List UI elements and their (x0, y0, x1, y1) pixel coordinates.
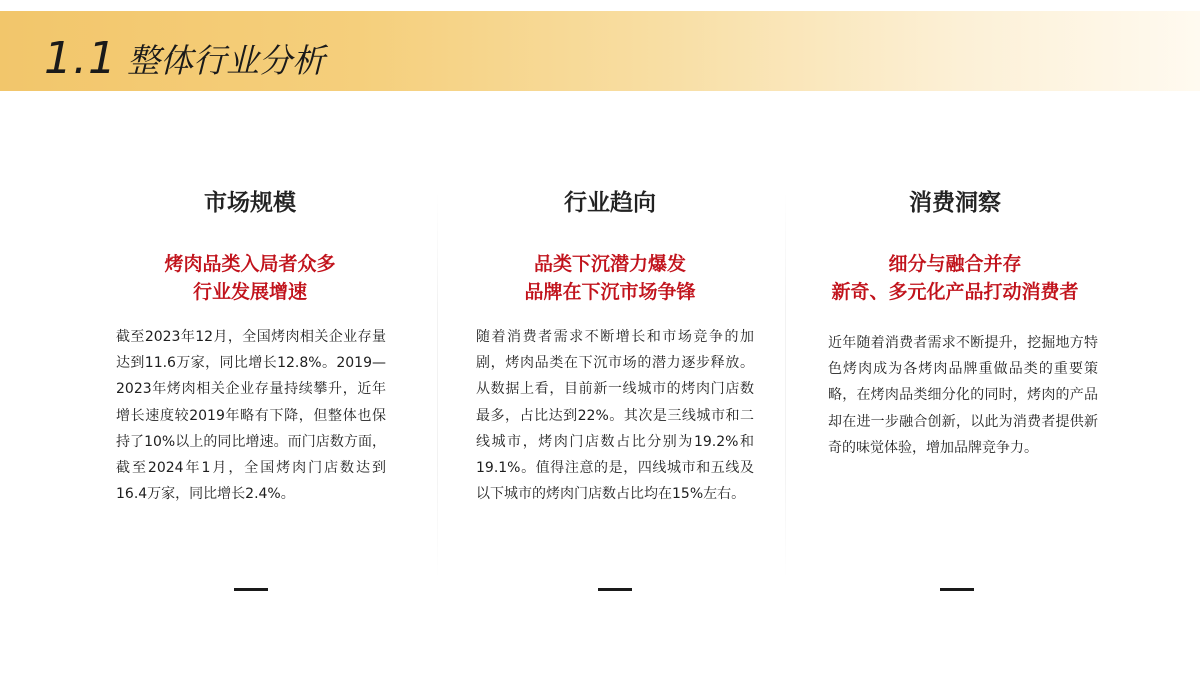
page-title (44, 33, 325, 84)
subtitle-line: 烤肉品类入局者众多 (164, 253, 336, 275)
dash-decoration (234, 588, 268, 591)
column-body-text: 截至2023年12月，全国烤肉相关企业存量达到11.6万家，同比增长12.8%。2019—2023年烤肉相关企业存量持续攀升，近年增长速度较2019年略有下降，但整体也保持了10%以上的同比增速。而门店数方面，截至2024年1月，全国烤肉门店数达到16.4万家，同比增长2.4%。 (116, 329, 386, 503)
column-body-text: 随着消费者需求不断增长和市场竞争的加剧，烤肉品类在下沉市场的潜力逐步释放。从数据上看，目前新一线城市的烤肉门店数最多，占比达到22%。其次是三线城市和二线城市，烤肉门店数占比分别为19.2%和19.1%。值得注意的是，四线城市和五线及以下城市的烤肉门店数占比均在15%左右。 (476, 329, 754, 503)
subtitle-line: 品牌在下沉市场争锋 (524, 281, 696, 303)
subtitle-line: 行业发展增速 (192, 281, 307, 303)
column-subtitle (440, 250, 780, 306)
title-banner (0, 11, 1200, 91)
section-number: 1.1 (44, 33, 117, 84)
column-title: 消费洞察 (909, 190, 1001, 216)
subtitle-line: 品类下沉潜力爆发 (533, 253, 686, 275)
column-title: 市场规模 (204, 190, 296, 216)
subtitle-line: 新奇、多元化产品打动消费者 (831, 281, 1079, 303)
column-subtitle (790, 250, 1120, 306)
column-divider (437, 190, 438, 580)
column-title: 行业趋向 (564, 190, 656, 216)
section-title: 整体行业分析 (126, 41, 325, 80)
column-industry-trend (440, 150, 780, 620)
column-divider (785, 190, 786, 580)
dash-decoration (940, 588, 974, 591)
dash-decoration (598, 588, 632, 591)
column-market-size (90, 150, 410, 620)
column-subtitle (90, 250, 410, 306)
column-consumer-insight (790, 150, 1120, 620)
column-body-text: 近年随着消费者需求不断提升，挖掘地方特色烤肉成为各烤肉品牌重做品类的重要策略，在烤肉品类细分化的同时，烤肉的产品却在进一步融合创新，以此为消费者提供新奇的味觉体验，增加品牌竞争力。 (828, 335, 1098, 456)
subtitle-line: 细分与融合并存 (888, 253, 1022, 275)
